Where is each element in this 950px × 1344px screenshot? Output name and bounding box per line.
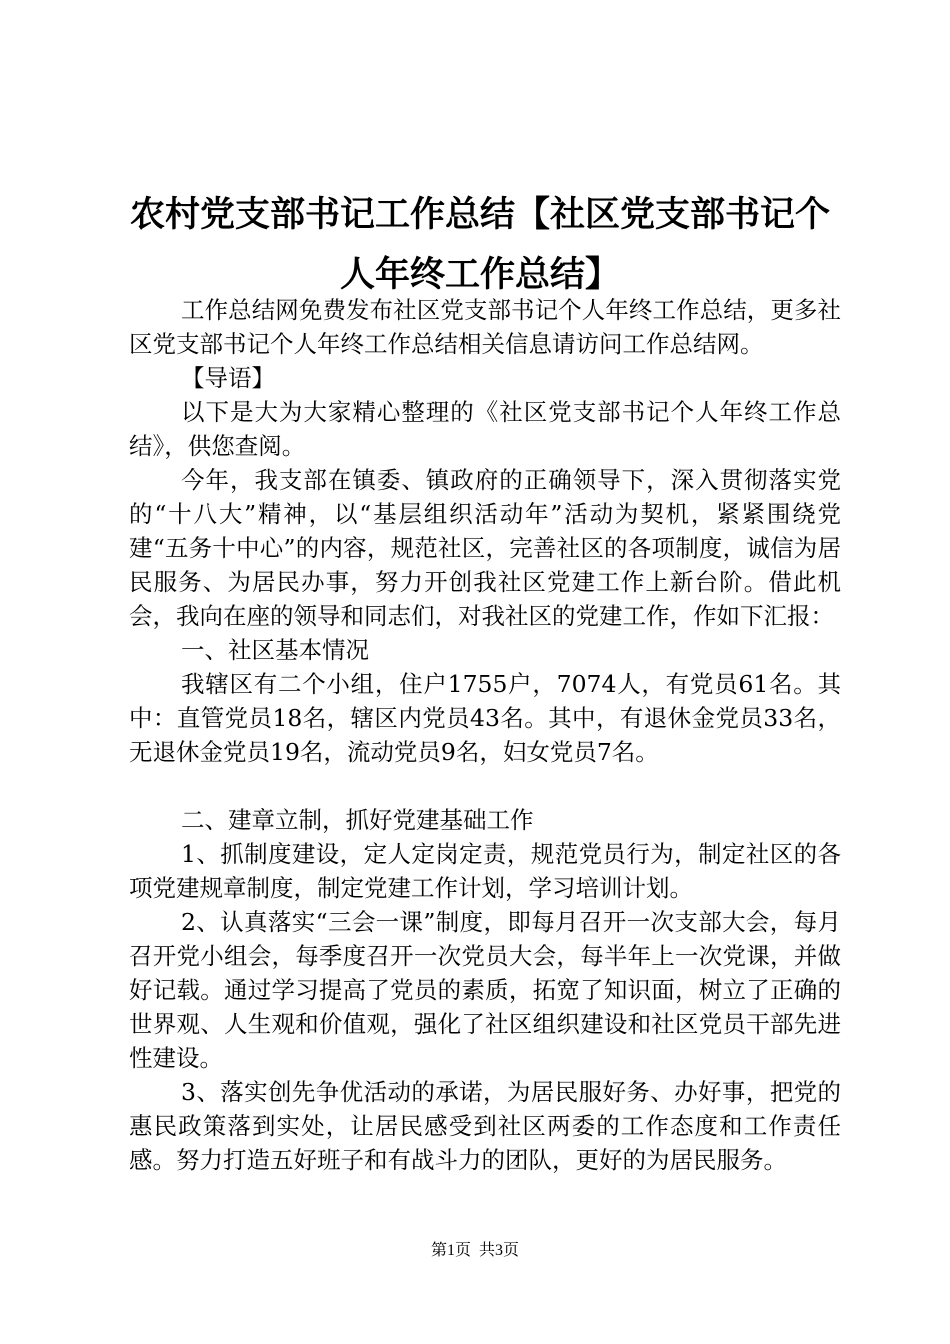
section-heading-2: 二、建章立制，抓好党建基础工作 <box>181 806 534 834</box>
page-footer <box>0 1240 950 1262</box>
document-title-line-2: 人年终工作总结】 <box>339 255 620 295</box>
item-paragraph-2: 2、认真落实“三会一课”制度，即每月召开一次支部大会，每月召开党小组会，每季度召开一次党员大会，每半年上一次党课，并做好记载。通过学习提高了党员的素质，拓宽了知识面，树立了正确的世界观、人生观和价值观，强化了社区组织建设和社区党员干部先进性建设。 <box>129 908 841 1072</box>
page-number-total: 共3页 <box>479 1242 520 1259</box>
basic-info-paragraph: 我辖区有二个小组，住户1755户，7074人，有党员61名。其中：直管党员18名，辖区内党员43名。其中，有退休金党员33名，无退休金党员19名，流动党员9名，妇女党员7名。 <box>129 670 841 766</box>
summary-paragraph: 今年，我支部在镇委、镇政府的正确领导下，深入贯彻落实党的“十八大”精神，以“基层组织活动年”活动为契机，紧紧围绕党建“五务十中心”的内容，规范社区，完善社区的各项制度，诚信为居民服务、为居民办事，努力开创我社区党建工作上新台阶。借此机会，我向在座的领导和同志们，对我社区的党建工作，作如下汇报： <box>129 466 841 630</box>
item-paragraph-3: 3、落实创先争优活动的承诺，为居民服好务、办好事，把党的惠民政策落到实处，让居民感受到社区两委的工作态度和工作责任感。努力打造五好班子和有战斗力的团队，更好的为居民服务。 <box>129 1078 841 1174</box>
document-body <box>129 293 841 1177</box>
guide-heading: 【导语】 <box>181 364 275 392</box>
item-paragraph-1: 1、抓制度建设，定人定岗定责，规范党员行为，制定社区的各项党建规章制度，制定党建工作计划，学习培训计划。 <box>129 840 841 902</box>
intro-paragraph: 工作总结网免费发布社区党支部书记个人年终工作总结，更多社区党支部书记个人年终工作总结相关信息请访问工作总结网。 <box>129 296 841 358</box>
section-heading-1: 一、社区基本情况 <box>181 636 369 664</box>
document-title-line-1: 农村党支部书记工作总结【社区党支部书记个 <box>129 195 830 235</box>
blank-line <box>129 769 841 803</box>
guide-paragraph: 以下是大为大家精心整理的《社区党支部书记个人年终工作总结》，供您查阅。 <box>129 398 841 460</box>
page-number-current: 第1页 <box>430 1242 471 1259</box>
